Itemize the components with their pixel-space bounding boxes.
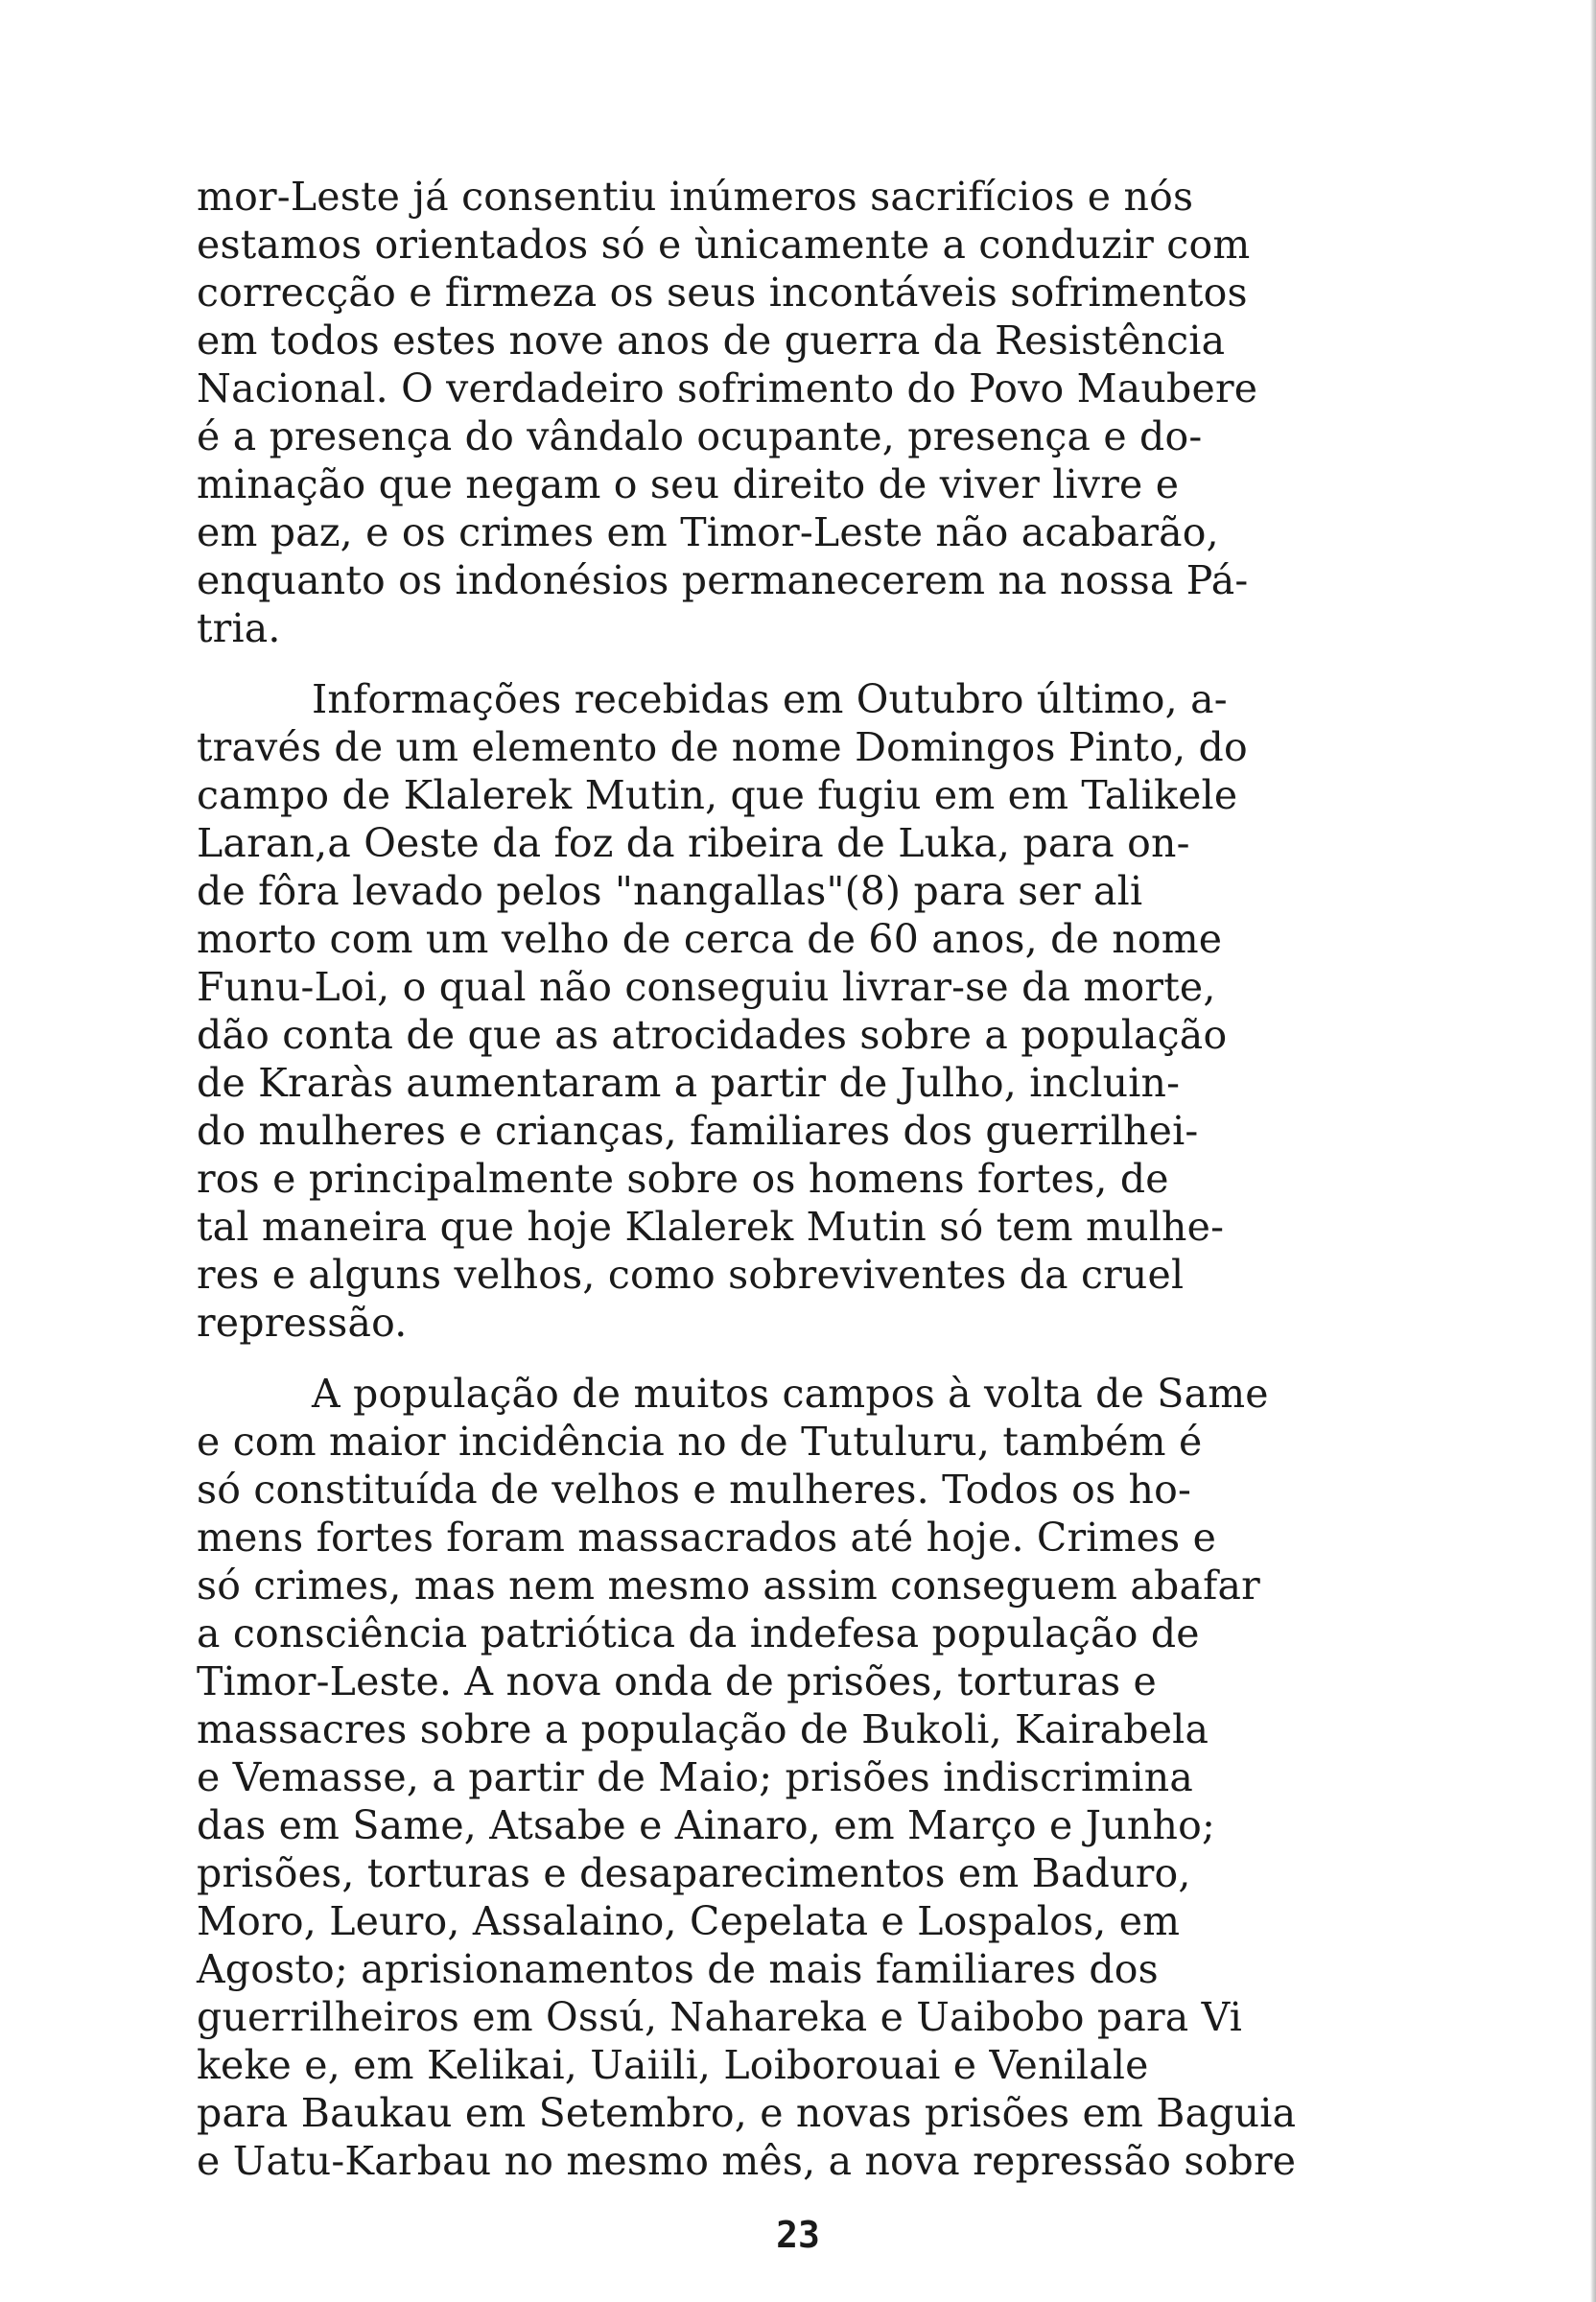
text-line: tria. [197, 605, 281, 651]
text-line: e Uatu-Karbau no mesmo mês, a nova repressão sobre [197, 2138, 1297, 2184]
text-line: em paz, e os crimes em Timor-Leste não acabarão, [197, 509, 1219, 555]
text-line: a consciência patriótica da indefesa população de [197, 1610, 1200, 1656]
paragraph [197, 1370, 1443, 2185]
text-line: em todos estes nove anos de guerra da Resistência [197, 317, 1226, 364]
text-line: do mulheres e crianças, familiares dos guerrilhei- [197, 1108, 1199, 1154]
text-line: e com maior incidência no de Tutuluru, também é [197, 1419, 1203, 1465]
text-line: Agosto; aprisionamentos de mais familiares dos [197, 1946, 1159, 1992]
text-line: é a presença do vândalo ocupante, presença e do- [197, 413, 1203, 459]
text-line: para Baukau em Setembro, e novas prisões em Baguia [197, 2090, 1297, 2136]
text-line: de fôra levado pelos "nangallas"(8) para ser ali [197, 868, 1143, 914]
text-line: minação que negam o seu direito de viver livre e [197, 461, 1180, 507]
text-line: morto com um velho de cerca de 60 anos, de nome [197, 916, 1223, 962]
text-line: estamos orientados só e ùnicamente a conduzir com [197, 222, 1251, 268]
text-line: repressão. [197, 1300, 408, 1346]
paragraph [197, 173, 1443, 652]
text-line: través de um elemento de nome Domingos Pinto, do [197, 724, 1248, 770]
page-edge-shadow [1590, 0, 1596, 2302]
text-line: Informações recebidas em Outubro último, a- [312, 676, 1228, 722]
text-line: massacres sobre a população de Bukoli, Kairabela [197, 1706, 1209, 1752]
text-line: correcção e firmeza os seus incontáveis sofrimentos [197, 270, 1248, 316]
text-line: keke e, em Kelikai, Uaiili, Loiborouai e Venilale [197, 2042, 1149, 2088]
text-line: mor-Leste já consentiu inúmeros sacrifícios e nós [197, 174, 1194, 220]
text-line: das em Same, Atsabe e Ainaro, em Março e Junho; [197, 1802, 1216, 1848]
text-line: e Vemasse, a partir de Maio; prisões indiscrimina [197, 1754, 1193, 1800]
text-line: prisões, torturas e desaparecimentos em Baduro, [197, 1850, 1191, 1896]
text-line: dão conta de que as atrocidades sobre a população [197, 1012, 1228, 1058]
page-number: 23 [776, 2214, 820, 2256]
body-text [197, 173, 1443, 2185]
text-line: A população de muitos campos à volta de Same [312, 1371, 1269, 1417]
paragraph [197, 675, 1443, 1347]
text-line: de Kraràs aumentaram a partir de Julho, incluin- [197, 1060, 1181, 1106]
text-line: Moro, Leuro, Assalaino, Cepelata e Lospalos, em [197, 1898, 1181, 1944]
text-line: Timor-Leste. A nova onda de prisões, torturas e [197, 1658, 1158, 1704]
text-line: Laran,a Oeste da foz da ribeira de Luka, para on- [197, 820, 1190, 866]
text-line: Nacional. O verdadeiro sofrimento do Povo Maubere [197, 365, 1258, 411]
text-line: ros e principalmente sobre os homens fortes, de [197, 1156, 1169, 1202]
text-line: tal maneira que hoje Klalerek Mutin só tem mulhe- [197, 1204, 1225, 1250]
text-line: só crimes, mas nem mesmo assim conseguem abafar [197, 1562, 1260, 1609]
text-line: só constituída de velhos e mulheres. Todos os ho- [197, 1467, 1192, 1513]
text-line: enquanto os indonésios permanecerem na nossa Pá- [197, 557, 1249, 603]
text-line: mens fortes foram massacrados até hoje. Crimes e [197, 1515, 1217, 1561]
text-line: guerrilheiros em Ossú, Nahareka e Uaibobo para Vi [197, 1994, 1243, 2040]
text-line: Funu-Loi, o qual não conseguiu livrar-se da morte, [197, 964, 1216, 1010]
text-line: campo de Klalerek Mutin, que fugiu em em Talikele [197, 772, 1238, 818]
text-line: res e alguns velhos, como sobreviventes da cruel [197, 1252, 1185, 1298]
